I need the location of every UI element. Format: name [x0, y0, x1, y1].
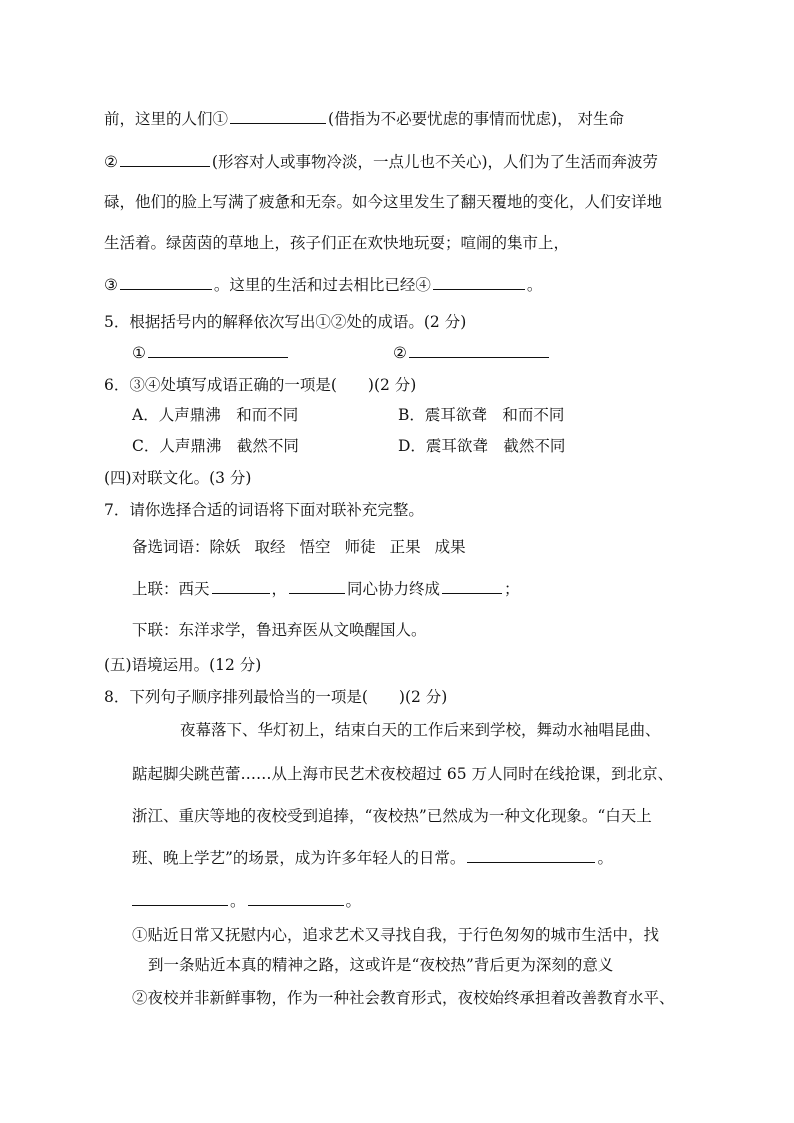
- passage-line-4: 生活着。绿茵茵的草地上，孩子们正在欢快地玩耍；喧闹的集市上，: [104, 234, 570, 252]
- upper-couplet: [132, 579, 520, 599]
- order-blank-3[interactable]: [248, 891, 344, 906]
- answer-blank-2[interactable]: [409, 343, 549, 358]
- couplet-text: ；: [504, 580, 520, 598]
- section-5-title: (五)语境运用。(12 分): [104, 656, 262, 674]
- q8-passage-line-5: [132, 891, 361, 911]
- passage-text: 前，这里的人们①: [104, 110, 229, 128]
- q5-answer-2: [393, 343, 551, 363]
- blank-label: ②: [393, 344, 407, 362]
- passage-text: 。: [230, 892, 246, 910]
- couplet-text: ，: [271, 580, 288, 598]
- couplet-blank-1[interactable]: [212, 579, 270, 594]
- word-bank-label: 备选词语：: [132, 538, 210, 556]
- passage-text: 。这里的生活和过去相比已经④: [213, 276, 431, 294]
- lower-couplet: 下联：东洋求学，鲁迅弃医从文唤醒国人。: [132, 621, 427, 639]
- word-option: 师徒: [344, 538, 376, 556]
- passage-text: 班、晚上学艺”的场景，成为许多年轻人的日常。: [132, 849, 466, 867]
- q5-answer-1: [132, 343, 290, 363]
- passage-line-3: 碌，他们的脸上写满了疲惫和无奈。如今这里发生了翻天覆地的变化，人们安详地: [104, 193, 663, 211]
- word-bank: [132, 537, 466, 557]
- word-option: 除妖: [209, 538, 241, 556]
- passage-line-5: [104, 275, 542, 295]
- q8-passage-line-4: [132, 848, 613, 868]
- passage-text: (形容对人或事物冷淡，一点儿也不关心)，人们为了生活而奔波劳: [211, 153, 659, 171]
- passage-line-2: [104, 152, 658, 172]
- q8-passage-line-2: 踮起脚尖跳芭蕾……从上海市民艺术夜校超过 65 万人同时在线抢课，到北京、: [132, 765, 674, 783]
- option-d[interactable]: D．震耳欲聋 截然不同: [398, 437, 566, 455]
- option-b[interactable]: B．震耳欲聋 和而不同: [398, 406, 565, 424]
- word-option: 悟空: [299, 538, 331, 556]
- couplet-blank-3[interactable]: [442, 579, 502, 594]
- order-blank-1[interactable]: [467, 848, 595, 863]
- option-c[interactable]: C．人声鼎沸 截然不同: [132, 437, 299, 455]
- couplet-blank-2[interactable]: [289, 579, 345, 594]
- sentence-2-line-1: ②夜校并非新鲜事物，作为一种社会教育形式，夜校始终承担着改善教育水平、: [132, 989, 675, 1007]
- question-8: 8．下列句子顺序排列最恰当的一项是( )(2 分): [104, 688, 448, 706]
- couplet-text: 同心协力终成: [347, 580, 441, 598]
- passage-text: 。: [345, 892, 362, 910]
- blank-1[interactable]: [230, 109, 326, 124]
- blank-3[interactable]: [120, 275, 212, 290]
- section-4-title: (四)对联文化。(3 分): [104, 469, 252, 487]
- passage-text: 。: [526, 276, 543, 294]
- couplet-text: 上联：西天: [132, 580, 210, 598]
- q8-passage-line-1: 夜幕落下、华灯初上，结束白天的工作后来到学校，舞动水袖唱昆曲、: [180, 721, 661, 739]
- sentence-1-line-1: ①贴近日常又抚慰内心，追求艺术又寻找自我，于行色匆匆的城市生活中，找: [132, 926, 660, 944]
- passage-text: ③: [104, 276, 118, 294]
- blank-2[interactable]: [120, 152, 210, 167]
- blank-4[interactable]: [433, 275, 525, 290]
- option-a[interactable]: A．人声鼎沸 和而不同: [132, 406, 299, 424]
- question-7: 7．请你选择合适的词语将下面对联补充完整。: [104, 501, 424, 519]
- passage-text: 。: [597, 849, 613, 867]
- question-5: 5．根据括号内的解释依次写出①②处的成语。(2 分): [104, 313, 467, 331]
- passage-line-1: [104, 109, 624, 129]
- blank-label: ①: [132, 344, 146, 362]
- question-6: 6．③④处填写成语正确的一项是( )(2 分): [104, 376, 417, 394]
- passage-text: (借指为不必要忧虑的事情而忧虑)， 对生命: [328, 110, 625, 128]
- word-option: 成果: [434, 538, 466, 556]
- passage-text: ②: [104, 153, 118, 171]
- q8-passage-line-3: 浙江、重庆等地的夜校受到追捧，“夜校热”已然成为一种文化现象。“白天上: [132, 807, 652, 825]
- order-blank-2[interactable]: [132, 891, 228, 906]
- word-option: 正果: [389, 538, 421, 556]
- sentence-1-line-2: 到一条贴近本真的精神之路，这或许是“夜校热”背后更为深刻的意义: [148, 956, 614, 974]
- answer-blank-1[interactable]: [148, 343, 288, 358]
- word-option: 取经: [254, 538, 286, 556]
